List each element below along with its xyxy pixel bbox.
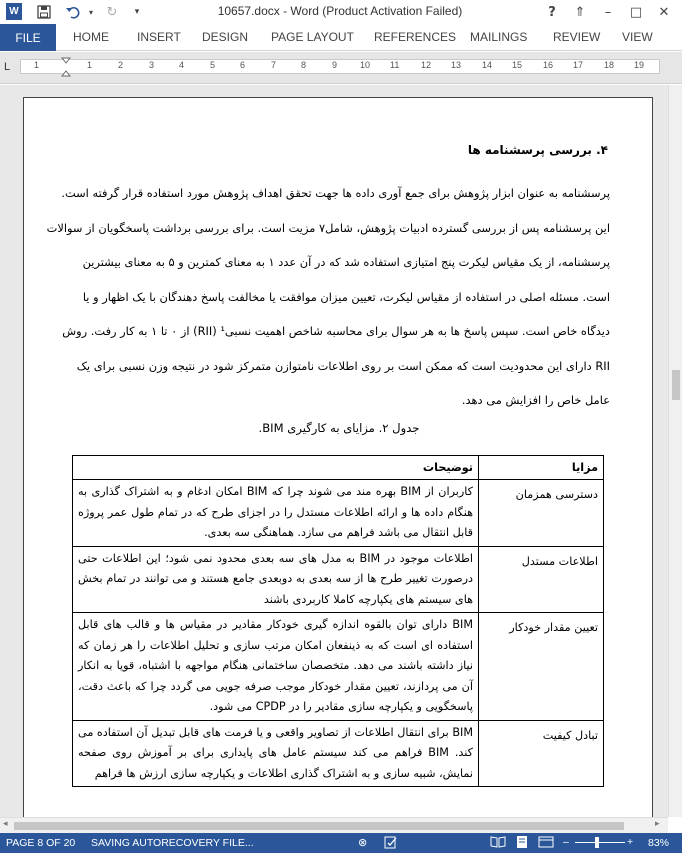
benefits-table	[72, 455, 604, 787]
benefit-cell: تبادل کیفیت	[479, 720, 604, 787]
column-header-description: توضیحات	[73, 456, 479, 480]
ruler-number: 6	[240, 60, 246, 70]
ruler-number: 4	[179, 60, 185, 70]
ruler-number: 11	[390, 60, 400, 70]
page-indicator[interactable]: PAGE 8 OF 20	[6, 837, 76, 849]
paragraph-line: است. مسئله اصلی در استفاده از مقیاس لیکرت، تعیین میزان موافقت یا مخالفت پاسخ دهندگان با یک اظهار و یا	[82, 289, 610, 304]
ribbon-tabs	[0, 24, 682, 51]
word-logo-icon[interactable]: W	[6, 3, 22, 20]
description-cell: BIM دارای توان بالقوه اندازه گیری خودکار مقادیر در مقیاس ها و قالب های قابل استفاده ای است که به ذینفعان امکان مرتب سازی و تحلیل اطلاعات را هر زمان که نیاز داشته باشند می دهد. متخصصان ساختمانی هنگام مواجهه با اشتباه، قویا به انکار آن می پردازند، تعیین مقدار خودکار موجب صرفه جویی می گردد چرا که باعث دقت، پاسخگویی و یکپارچه سازی مقادیر را در CPDP می شود.	[73, 613, 479, 721]
scroll-right-icon[interactable]: ▸	[655, 819, 660, 829]
paragraph-line: عامل خاص را افزایش می دهد.	[461, 393, 610, 407]
window-title: 10657.docx - Word (Product Activation Failed)	[217, 4, 463, 18]
body-paragraph	[46, 176, 610, 418]
tab-home[interactable]: HOME	[73, 30, 109, 44]
vertical-scrollbar[interactable]	[668, 85, 682, 817]
horizontal-scrollbar[interactable]	[0, 817, 668, 833]
proofing-icon[interactable]	[384, 835, 398, 852]
maximize-button[interactable]: □	[629, 4, 643, 20]
tab-file[interactable]: FILE	[0, 24, 56, 51]
horizontal-ruler[interactable]	[0, 52, 682, 84]
document-page[interactable]	[23, 97, 653, 827]
ruler-bar[interactable]	[20, 59, 660, 74]
ruler-number: 13	[451, 60, 462, 70]
ruler-number: 9	[332, 60, 338, 70]
vertical-scroll-thumb[interactable]	[672, 370, 680, 400]
customize-quick-access-icon[interactable]: ▾	[134, 7, 140, 17]
autorecovery-status: SAVING AUTORECOVERY FILE...	[91, 837, 254, 849]
ribbon-display-options-icon[interactable]: ⇑	[574, 4, 586, 20]
benefit-cell: دسترسی همزمان	[479, 480, 604, 547]
minimize-button[interactable]: –	[604, 4, 612, 20]
table-row	[73, 546, 604, 613]
ruler-number: 2	[118, 60, 124, 70]
ruler-number: 3	[149, 60, 155, 70]
ruler-number: 15	[512, 60, 523, 70]
ruler-number: 17	[573, 60, 584, 70]
ruler-number: 16	[543, 60, 554, 70]
ruler-number: 18	[604, 60, 615, 70]
ruler-number: 1	[34, 60, 40, 70]
zoom-out-button[interactable]: –	[563, 836, 569, 848]
zoom-in-button[interactable]: +	[627, 836, 634, 848]
ruler-number: 8	[301, 60, 307, 70]
indent-marker-icon[interactable]	[61, 57, 71, 79]
undo-dropdown-icon[interactable]: ▾	[88, 7, 93, 17]
ruler-number: 1	[87, 60, 93, 70]
zoom-level[interactable]: 83%	[648, 837, 670, 849]
tab-page-layout[interactable]: PAGE LAYOUT	[271, 30, 354, 44]
ruler-number: 10	[360, 60, 371, 70]
read-mode-icon[interactable]	[490, 835, 506, 852]
tab-insert[interactable]: INSERT	[137, 30, 181, 44]
table-row	[73, 480, 604, 547]
horizontal-scroll-thumb[interactable]	[14, 822, 624, 830]
redo-icon[interactable]: ↻	[106, 4, 118, 20]
cancel-save-icon[interactable]: ⊗	[358, 837, 368, 849]
tab-mailings[interactable]: MAILINGS	[470, 30, 528, 44]
paragraph-line: RII دارای این محدودیت است که ممکن است بر روی اطلاعات نامتوازن متمرکز شود در نتیجه وزن نسبی برای یک	[76, 358, 610, 373]
table-caption: جدول ۲. مزایای به کارگیری BIM.	[258, 421, 420, 435]
table-header-row	[73, 456, 604, 480]
ruler-number: 5	[210, 60, 216, 70]
section-heading: ۴. بررسی پرسشنامه ها	[467, 143, 608, 157]
tab-selector-icon[interactable]: L	[4, 61, 11, 73]
description-cell: BIM برای انتقال اطلاعات از تصاویر واقعی و یا فرمت های قابل تبدیل آن استفاده می کند. BIM فراهم می کند سیستم عامل های پایداری برای بر آموزش روی صفحه نمایش، شبیه سازی و به اشتراک گذاری اطلاعات و یکپارچه سازی ارزش ها فراهم	[73, 720, 479, 787]
ruler-number: 12	[421, 60, 432, 70]
tab-references[interactable]: REFERENCES	[374, 30, 457, 44]
undo-icon[interactable]	[62, 3, 84, 21]
benefit-cell: تعیین مقدار خودکار	[479, 613, 604, 721]
paragraph-line: پرسشنامه، از یک مقیاس لیکرت پنج امتیازی استفاده شد که در آن عدد ۱ به معنای کمترین و ۵ به معنای بیشترین	[82, 255, 610, 269]
print-layout-icon[interactable]	[515, 835, 529, 852]
benefit-cell: اطلاعات مستدل	[479, 546, 604, 613]
paragraph-line: این پرسشنامه پس از بررسی گسترده ادبیات پژوهش، شامل۷ مزیت است. برای بررسی برداشت پاسخگویان از سوالات	[46, 220, 610, 235]
tab-view[interactable]: VIEW	[622, 30, 653, 44]
status-bar	[0, 833, 682, 853]
column-header-benefit: مزایا	[479, 456, 604, 480]
save-icon[interactable]	[34, 3, 54, 21]
help-button[interactable]: ?	[548, 4, 556, 20]
ruler-number: 14	[482, 60, 493, 70]
table-row	[73, 613, 604, 721]
tab-review[interactable]: REVIEW	[553, 30, 601, 44]
tab-design[interactable]: DESIGN	[202, 30, 249, 44]
title-bar	[0, 0, 682, 24]
ruler-number: 7	[271, 60, 277, 70]
description-cell: اطلاعات موجود در BIM به مدل های سه بعدی محدود نمی شود؛ این اطلاعات حتی درصورت تغییر طرح ها از سه بعدی به دوبعدی جامع هستند و می توانند در تمام بخش های سیستم های یکپارچه کاملا کاربردی باشند	[73, 546, 479, 613]
table-row	[73, 720, 604, 787]
paragraph-line: پرسشنامه به عنوان ابزار پژوهش برای جمع آوری داده ها جهت تحقق اهداف پژوهش مورد استفاده قرار گرفته است.	[61, 186, 610, 200]
close-button[interactable]: ✕	[658, 4, 670, 20]
web-layout-icon[interactable]	[538, 835, 554, 852]
zoom-slider[interactable]	[575, 842, 625, 843]
zoom-slider-handle[interactable]	[595, 837, 599, 848]
ruler-number: 19	[634, 60, 645, 70]
description-cell: کاربران از BIM بهره مند می شوند چرا که BIM امکان ادغام و به اشتراک گذاری به هنگام داده ها و ارائه اطلاعات مستدل را در اجزای طرح که در تمام طول عمر پروژه قابل انتقال می باشد فراهم می سازد. هماهنگی سه بعدی.	[73, 480, 479, 547]
scroll-left-icon[interactable]: ◂	[3, 819, 8, 829]
paragraph-line: دیدگاه خاص است. سپس پاسخ ها به هر سوال برای محاسبه شاخص اهمیت نسبی¹ (RII) از ۰ تا ۱ به کار رفت. روش	[62, 324, 610, 338]
